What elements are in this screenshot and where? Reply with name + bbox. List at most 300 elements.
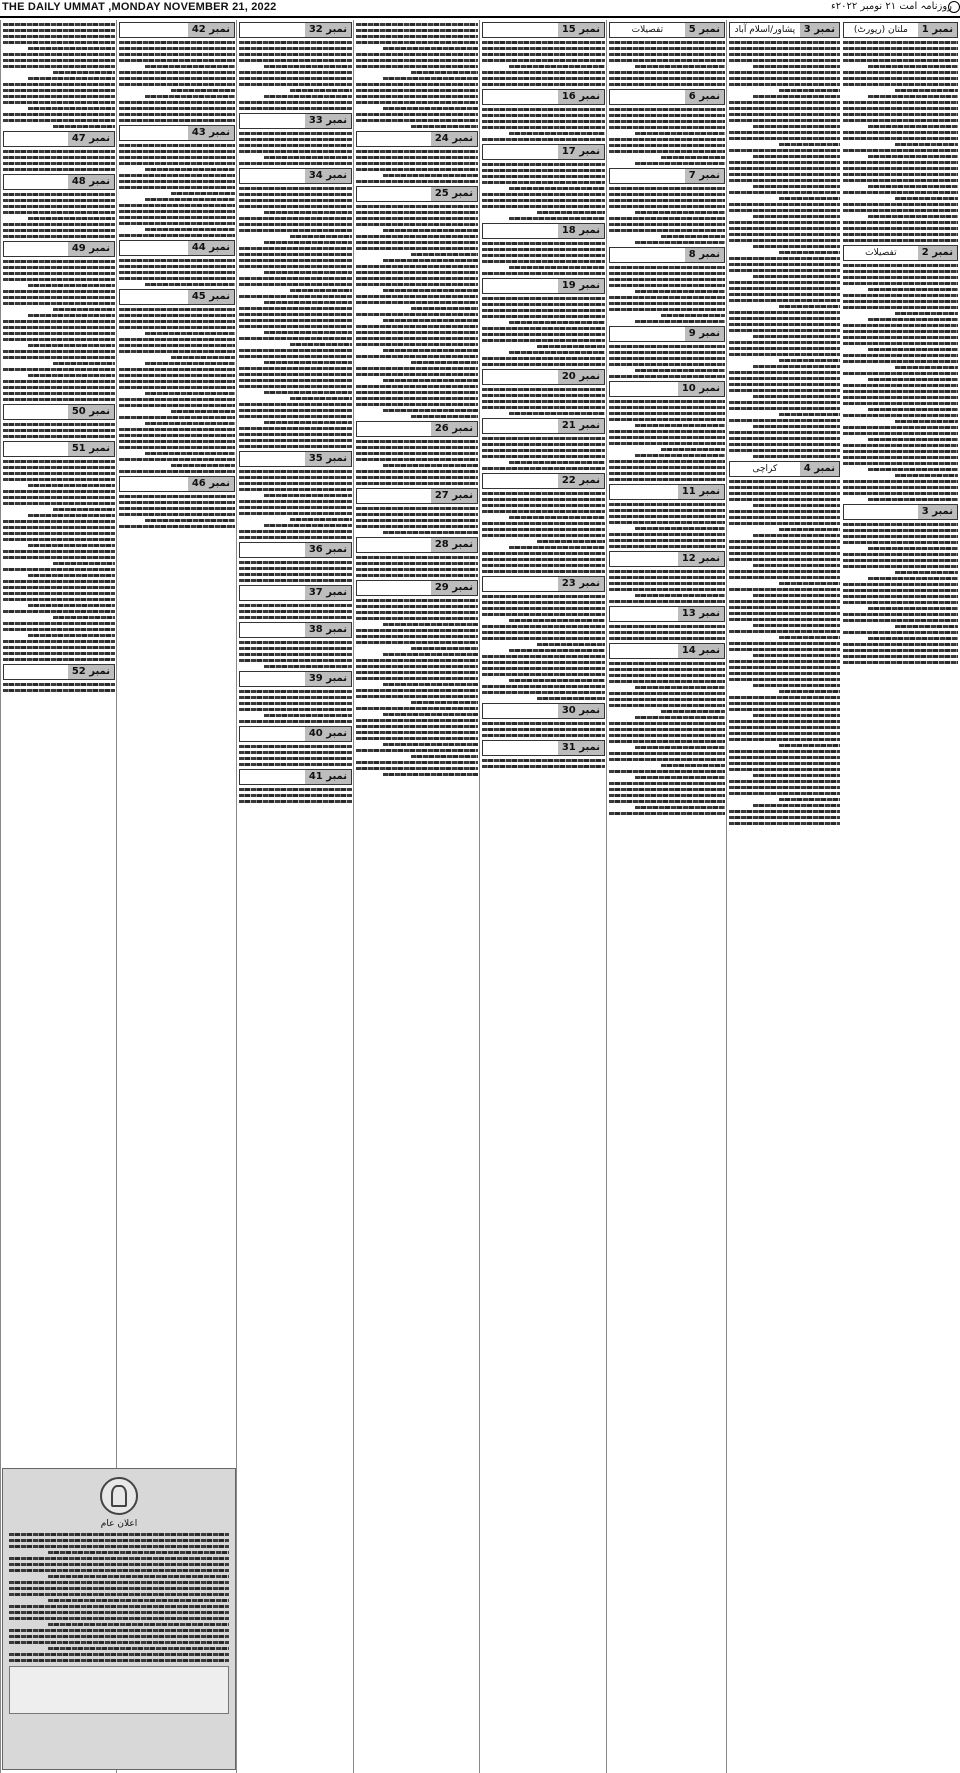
- text-line: [356, 689, 478, 692]
- text-line: [239, 101, 352, 104]
- item-title: [4, 665, 68, 679]
- text-line: [356, 283, 478, 286]
- text-line: [3, 162, 115, 165]
- text-line: [482, 327, 605, 330]
- news-item: [119, 476, 235, 528]
- item-number: نمبر 28: [431, 538, 477, 552]
- text-line: [3, 478, 115, 481]
- text-line: [264, 391, 352, 394]
- text-line: [609, 296, 725, 299]
- text-line: [482, 199, 605, 202]
- text-line: [356, 695, 478, 698]
- text-line: [729, 792, 840, 795]
- text-line: [119, 428, 235, 431]
- text-line: [843, 535, 958, 538]
- text-line: [171, 89, 235, 92]
- text-line: [482, 400, 605, 403]
- item-body-text: [482, 163, 605, 220]
- text-line: [239, 307, 352, 310]
- text-line: [729, 431, 840, 434]
- text-line: [239, 567, 352, 570]
- text-line: [843, 450, 958, 453]
- text-line: [53, 71, 115, 74]
- text-line: [843, 583, 958, 586]
- text-line: [843, 77, 958, 80]
- text-line: [3, 460, 115, 463]
- text-line: [3, 272, 115, 275]
- item-number: نمبر 45: [188, 290, 234, 304]
- news-item: [609, 247, 725, 323]
- text-line: [729, 443, 840, 446]
- text-line: [843, 137, 958, 140]
- text-line: [609, 515, 725, 518]
- text-line: [895, 366, 958, 369]
- text-line: [635, 65, 725, 68]
- text-line: [356, 725, 478, 728]
- item-header: [843, 245, 958, 261]
- text-line: [356, 35, 478, 38]
- text-line: [3, 41, 115, 44]
- text-line: [28, 514, 115, 517]
- news-item: [239, 671, 352, 723]
- text-line: [753, 365, 840, 368]
- text-line: [239, 253, 352, 256]
- text-line: [264, 65, 352, 68]
- item-body-text: [239, 788, 352, 803]
- text-line: [609, 740, 725, 743]
- text-line: [356, 331, 478, 334]
- text-line: [356, 391, 478, 394]
- text-line: [609, 545, 725, 548]
- item-body-text: [609, 625, 725, 640]
- text-line: [609, 363, 725, 366]
- text-line: [753, 804, 840, 807]
- text-line: [843, 119, 958, 122]
- item-body-text: [482, 437, 605, 470]
- text-line: [356, 677, 478, 680]
- text-line: [356, 277, 478, 280]
- text-line: [239, 530, 352, 533]
- text-line: [239, 794, 352, 797]
- item-number: نمبر 20: [558, 370, 604, 384]
- item-title: [610, 644, 678, 658]
- item-header: [119, 22, 235, 38]
- text-line: [537, 643, 605, 646]
- text-line: [753, 714, 840, 717]
- text-line: [537, 697, 605, 700]
- text-line: [843, 342, 958, 345]
- text-line: [509, 187, 605, 190]
- text-line: [635, 211, 725, 214]
- text-line: [729, 407, 840, 410]
- text-line: [356, 611, 478, 614]
- text-line: [843, 529, 958, 532]
- text-line: [356, 719, 478, 722]
- text-line: [411, 307, 478, 310]
- text-line: [145, 362, 235, 365]
- news-item: [3, 23, 115, 128]
- text-line: [482, 41, 605, 44]
- item-header: [239, 113, 352, 129]
- text-line: [482, 667, 605, 670]
- news-item: [239, 726, 352, 766]
- item-header: [239, 622, 352, 638]
- item-header: [239, 22, 352, 38]
- text-line: [729, 149, 840, 152]
- text-line: [171, 410, 235, 413]
- text-line: [609, 199, 725, 202]
- text-line: [356, 385, 478, 388]
- text-line: [843, 179, 958, 182]
- item-title: [240, 727, 305, 741]
- text-line: [843, 53, 958, 56]
- item-header: [3, 441, 115, 457]
- text-line: [145, 519, 235, 522]
- text-line: [729, 570, 840, 573]
- text-line: [895, 625, 958, 628]
- text-line: [843, 306, 958, 309]
- item-body-text: [843, 264, 958, 501]
- text-line: [119, 458, 235, 461]
- news-item: [119, 125, 235, 237]
- text-line: [729, 323, 840, 326]
- text-line: [3, 320, 115, 323]
- text-line: [9, 1533, 229, 1536]
- text-line: [843, 372, 958, 375]
- text-line: [3, 520, 115, 523]
- text-line: [3, 532, 115, 535]
- text-line: [729, 588, 840, 591]
- text-line: [729, 293, 840, 296]
- text-line: [3, 628, 115, 631]
- text-line: [729, 498, 840, 501]
- text-line: [3, 502, 115, 505]
- news-item: [609, 551, 725, 603]
- text-line: [609, 680, 725, 683]
- text-line: [779, 143, 840, 146]
- item-title: [240, 114, 305, 128]
- news-item: [119, 289, 235, 473]
- text-line: [753, 335, 840, 338]
- text-line: [119, 216, 235, 219]
- news-item: [482, 703, 605, 737]
- item-header: [119, 289, 235, 305]
- item-number: نمبر 40: [305, 727, 351, 741]
- text-line: [609, 582, 725, 585]
- text-line: [843, 336, 958, 339]
- text-line: [356, 446, 478, 449]
- item-title: [120, 290, 188, 304]
- text-line: [482, 504, 605, 507]
- item-header: [3, 241, 115, 257]
- text-line: [509, 65, 605, 68]
- item-body-text: [356, 205, 478, 418]
- news-item: [482, 576, 605, 700]
- text-line: [868, 378, 958, 381]
- text-line: [239, 427, 352, 430]
- text-line: [482, 601, 605, 604]
- item-number: نمبر 32: [305, 23, 351, 37]
- text-line: [729, 329, 840, 332]
- item-title: [240, 452, 305, 466]
- text-line: [729, 221, 840, 224]
- text-line: [3, 356, 115, 359]
- item-title: پشاور/اسلام آباد: [734, 25, 796, 35]
- text-line: [482, 625, 605, 628]
- text-line: [3, 260, 115, 263]
- text-line: [843, 191, 958, 194]
- text-line: [264, 271, 352, 274]
- news-item: [356, 421, 478, 485]
- text-line: [729, 299, 840, 302]
- text-line: [868, 408, 958, 411]
- text-line: [482, 254, 605, 257]
- text-line: [868, 438, 958, 441]
- text-line: [239, 702, 352, 705]
- text-line: [356, 731, 478, 734]
- text-line: [779, 528, 840, 531]
- text-line: [356, 29, 478, 32]
- text-line: [753, 564, 840, 567]
- news-item: [239, 542, 352, 582]
- text-line: [411, 755, 478, 758]
- text-line: [119, 368, 235, 371]
- text-line: [356, 659, 478, 662]
- text-line: [635, 290, 725, 293]
- text-line: [290, 89, 352, 92]
- item-body-text: [482, 759, 605, 768]
- text-line: [729, 341, 840, 344]
- text-line: [3, 193, 115, 196]
- text-line: [239, 247, 352, 250]
- item-number: نمبر 12: [678, 552, 724, 566]
- notice-title: اعلان عام: [100, 1519, 138, 1529]
- item-title: [610, 485, 678, 499]
- text-line: [482, 492, 605, 495]
- item-header: [482, 22, 605, 38]
- text-line: [779, 359, 840, 362]
- text-line: [537, 540, 605, 543]
- item-number: نمبر 26: [431, 422, 477, 436]
- text-line: [729, 227, 840, 230]
- text-line: [729, 558, 840, 561]
- text-line: [729, 606, 840, 609]
- text-line: [356, 113, 478, 116]
- text-line: [843, 444, 958, 447]
- text-line: [609, 375, 725, 378]
- text-line: [482, 655, 605, 658]
- item-header: [729, 461, 840, 477]
- item-body-text: [482, 242, 605, 275]
- text-line: [356, 525, 478, 528]
- item-title: [120, 23, 188, 37]
- text-line: [9, 1659, 229, 1662]
- text-line: [145, 452, 235, 455]
- text-line: [356, 150, 478, 153]
- text-line: [509, 679, 605, 682]
- text-line: [729, 371, 840, 374]
- text-line: [509, 412, 605, 415]
- text-line: [482, 163, 605, 166]
- text-line: [356, 519, 478, 522]
- text-line: [868, 577, 958, 580]
- text-line: [482, 637, 605, 640]
- text-line: [3, 302, 115, 305]
- news-item: [3, 241, 115, 401]
- text-line: [509, 516, 605, 519]
- text-line: [171, 356, 235, 359]
- text-line: [729, 738, 840, 741]
- text-line: [635, 776, 725, 779]
- text-line: [609, 266, 725, 269]
- text-line: [239, 71, 352, 74]
- text-line: [753, 245, 840, 248]
- item-number: نمبر 3: [918, 505, 957, 519]
- text-line: [482, 83, 605, 86]
- text-line: [3, 646, 115, 649]
- text-line: [482, 406, 605, 409]
- text-line: [356, 635, 478, 638]
- item-body-text: [609, 266, 725, 323]
- text-line: [609, 357, 725, 360]
- text-line: [411, 647, 478, 650]
- item-header: [843, 504, 958, 520]
- text-line: [239, 144, 352, 147]
- item-number: نمبر 25: [431, 187, 477, 201]
- text-line: [609, 71, 725, 74]
- text-line: [3, 538, 115, 541]
- text-line: [729, 161, 840, 164]
- text-line: [609, 812, 725, 815]
- text-line: [383, 107, 478, 110]
- text-line: [119, 344, 235, 347]
- item-number: نمبر 8: [685, 248, 724, 262]
- text-line: [729, 672, 840, 675]
- news-item: [609, 484, 725, 548]
- text-line: [729, 786, 840, 789]
- text-line: [609, 351, 725, 354]
- news-item: [356, 580, 478, 776]
- news-item: [239, 769, 352, 803]
- text-line: [609, 662, 725, 665]
- text-line: [9, 1569, 229, 1572]
- text-line: [729, 257, 840, 260]
- text-line: [239, 800, 352, 803]
- text-line: [48, 1551, 229, 1554]
- text-line: [411, 361, 478, 364]
- news-item: [239, 113, 352, 165]
- text-line: [482, 47, 605, 50]
- text-line: [3, 526, 115, 529]
- text-line: [290, 518, 352, 521]
- text-line: [482, 272, 605, 275]
- text-line: [843, 396, 958, 399]
- text-line: [239, 403, 352, 406]
- text-line: [729, 762, 840, 765]
- text-line: [661, 764, 725, 767]
- text-line: [482, 357, 605, 360]
- item-header: [482, 418, 605, 434]
- item-header: [239, 451, 352, 467]
- text-line: [729, 660, 840, 663]
- text-line: [635, 424, 725, 427]
- text-line: [609, 150, 725, 153]
- text-line: [9, 1653, 229, 1656]
- text-line: [9, 1539, 229, 1542]
- text-line: [635, 241, 725, 244]
- text-line: [239, 506, 352, 509]
- text-line: [843, 432, 958, 435]
- news-item: [239, 585, 352, 619]
- text-line: [119, 101, 235, 104]
- text-line: [635, 320, 725, 323]
- text-line: [239, 379, 352, 382]
- text-line: [3, 490, 115, 493]
- text-line: [609, 728, 725, 731]
- item-title: [483, 279, 558, 293]
- news-item: [729, 461, 840, 825]
- item-body-text: [356, 556, 478, 577]
- text-line: [661, 710, 725, 713]
- text-line: [239, 433, 352, 436]
- text-line: [753, 425, 840, 428]
- text-line: [239, 641, 352, 644]
- text-line: [3, 580, 115, 583]
- text-line: [3, 290, 115, 293]
- text-line: [509, 266, 605, 269]
- item-header: [356, 537, 478, 553]
- text-line: [868, 125, 958, 128]
- text-line: [239, 751, 352, 754]
- text-line: [9, 1581, 229, 1584]
- text-line: [356, 458, 478, 461]
- text-line: [609, 478, 725, 481]
- text-line: [119, 271, 235, 274]
- text-line: [482, 722, 605, 725]
- text-line: [843, 107, 958, 110]
- text-line: [843, 71, 958, 74]
- text-line: [239, 488, 352, 491]
- news-item: [356, 488, 478, 534]
- text-line: [843, 227, 958, 230]
- text-line: [482, 248, 605, 251]
- item-header: [3, 174, 115, 190]
- text-line: [729, 353, 840, 356]
- text-line: [482, 522, 605, 525]
- item-title: [610, 327, 685, 341]
- item-body-text: [356, 23, 478, 128]
- text-line: [119, 416, 235, 419]
- text-line: [3, 326, 115, 329]
- item-title: [483, 90, 558, 104]
- text-line: [609, 734, 725, 737]
- text-line: [119, 507, 235, 510]
- item-body-text: [239, 132, 352, 165]
- text-line: [661, 235, 725, 238]
- item-title: [4, 405, 68, 419]
- text-line: [239, 536, 352, 539]
- text-line: [729, 732, 840, 735]
- item-title: [483, 23, 558, 37]
- text-line: [9, 1635, 229, 1638]
- text-line: [356, 241, 478, 244]
- item-title: [240, 586, 305, 600]
- item-header: [3, 131, 115, 147]
- text-line: [729, 59, 840, 62]
- item-header: [482, 576, 605, 592]
- item-number: نمبر 29: [431, 581, 477, 595]
- text-line: [482, 558, 605, 561]
